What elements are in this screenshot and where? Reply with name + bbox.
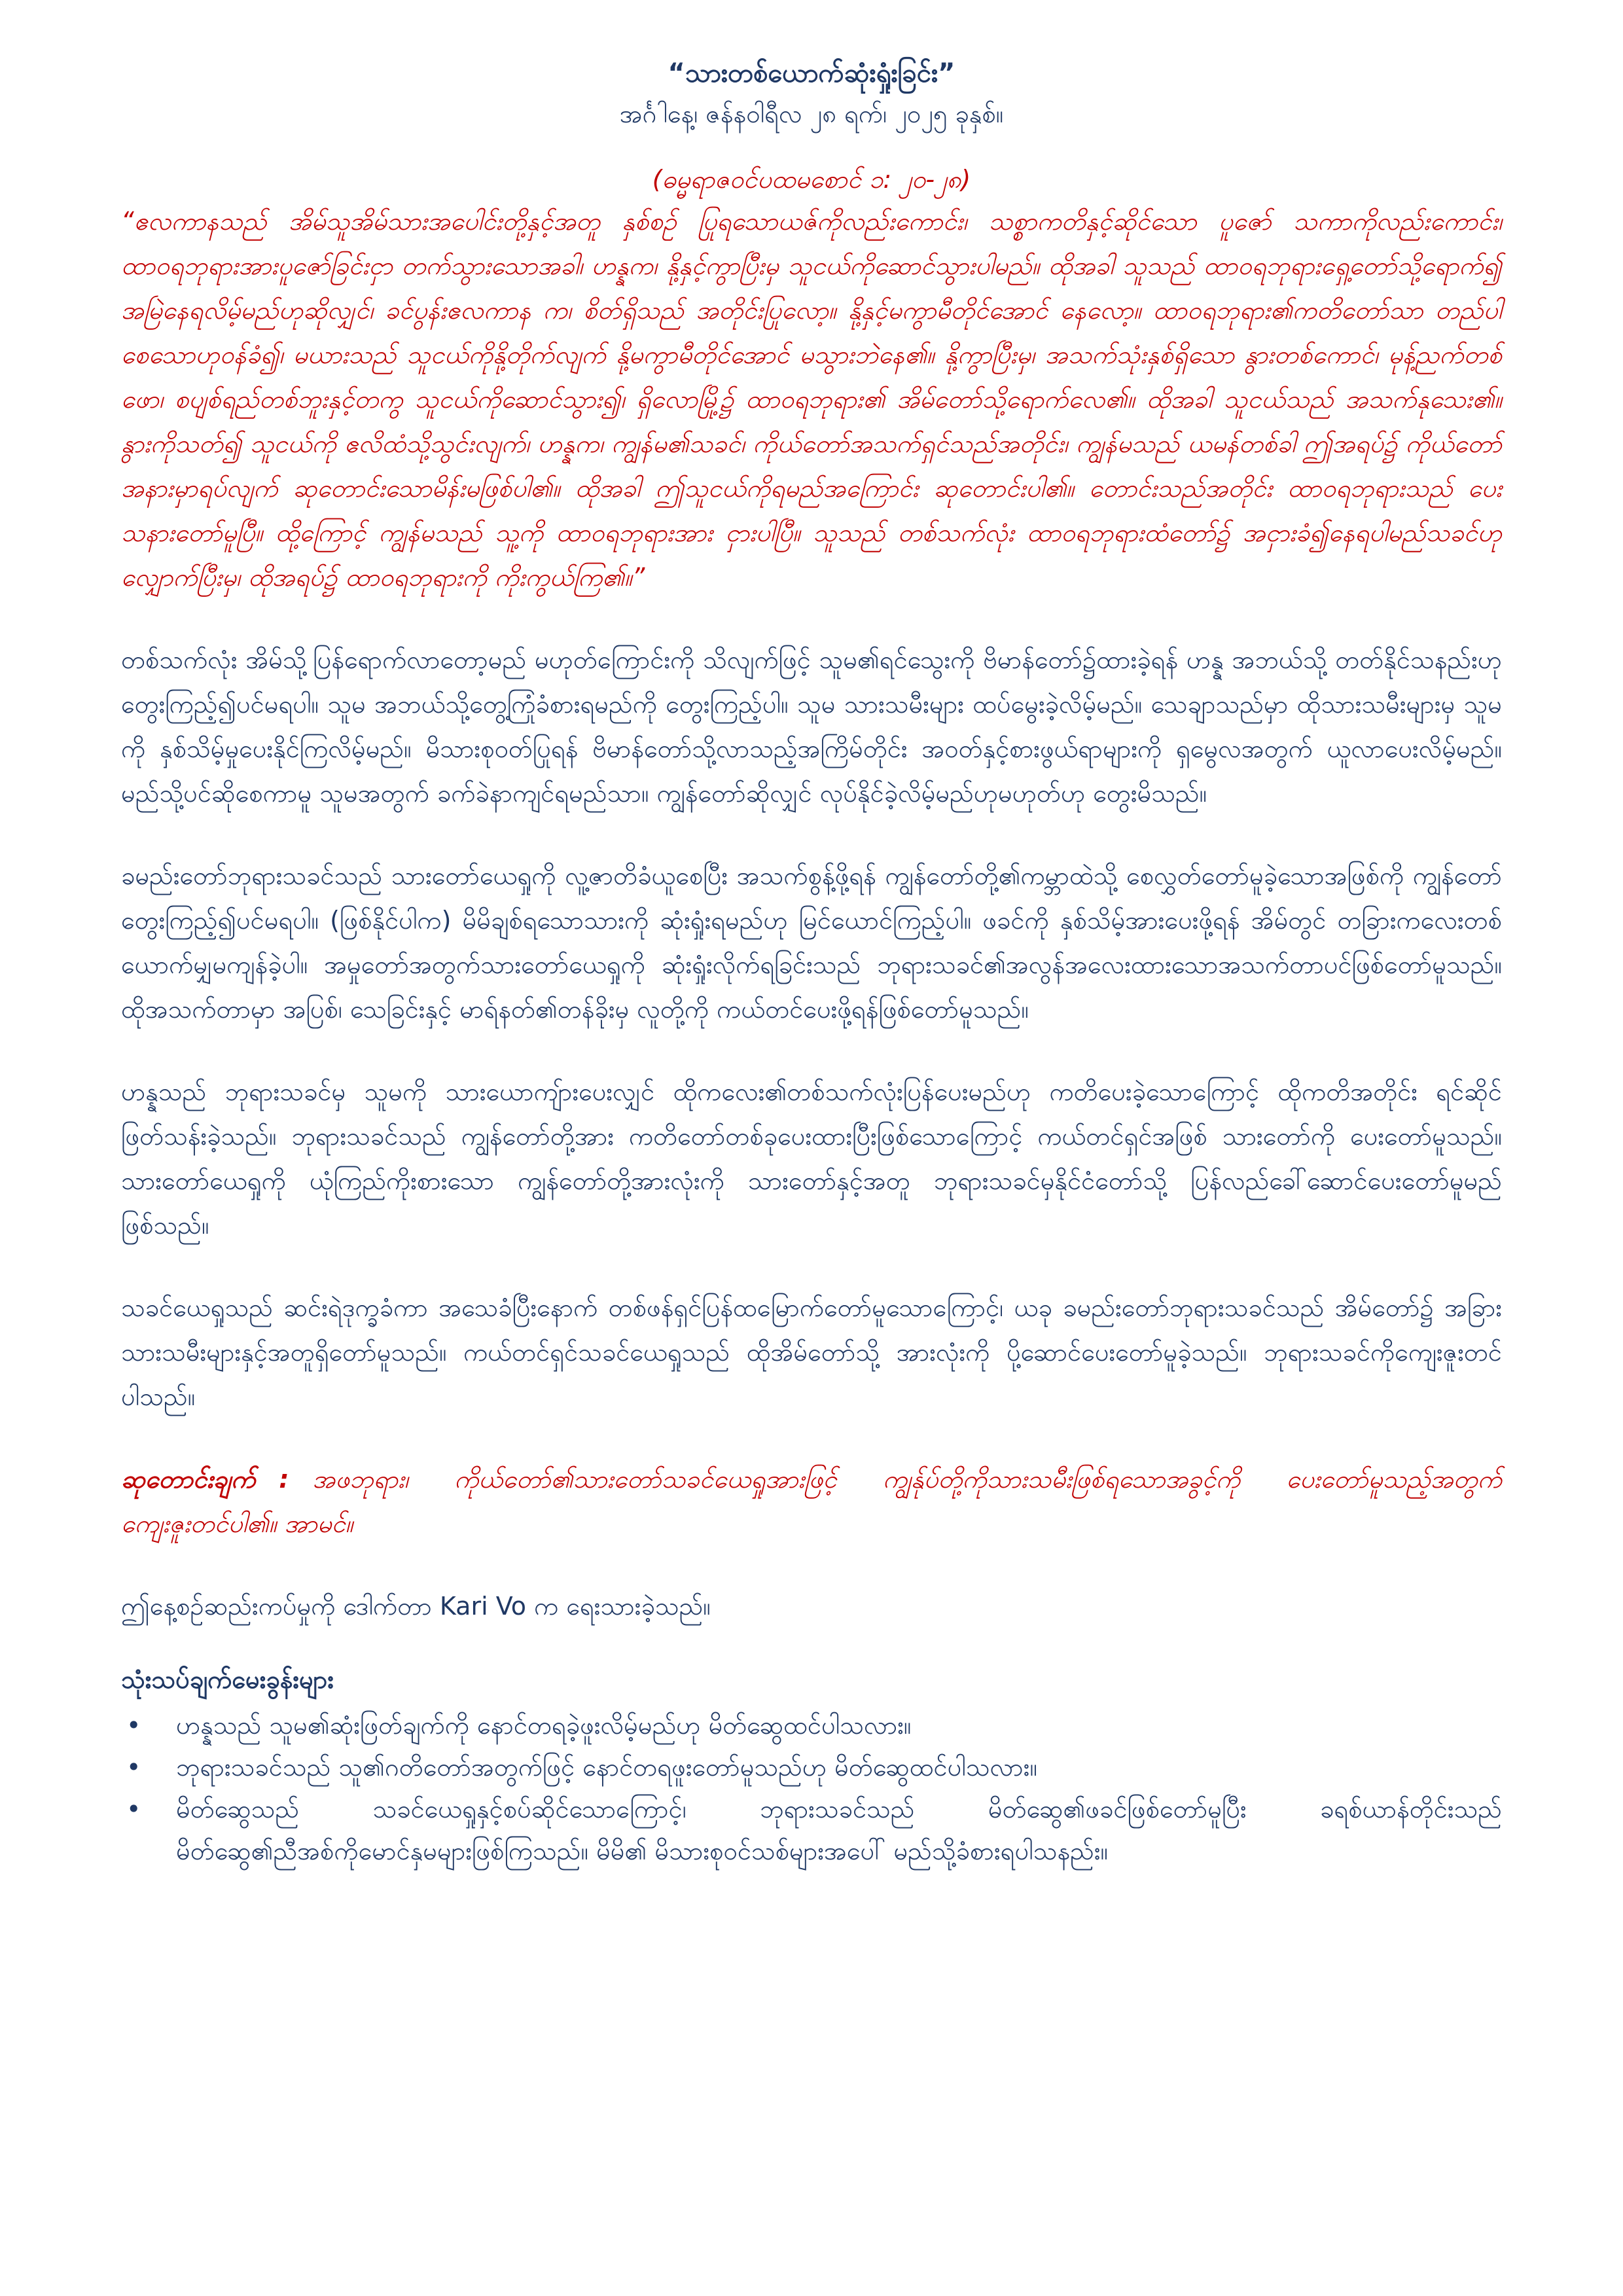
devotional-page	[121, 52, 1502, 1872]
page-title: “သားတစ်ယောက်ဆုံးရှုံးခြင်း”	[668, 58, 955, 88]
bullet-icon: •	[126, 1753, 141, 1782]
question-text: မိတ်ဆွေသည် သခင်ယေရှုနှင့်စပ်ဆိုင်သောကြောင့်၊ ဘုရားသခင်သည် မိတ်ဆွေ၏ဖခင်ဖြစ်တော်မူပြီး ခရစ်ယာန်တိုင်းသည် မိတ်ဆွေ၏ညီအစ်ကိုမောင်နှမများဖြစ်ကြသည်။ မိမိ၏ မိသားစုဝင်သစ်များအပေါ် မည်သို့ခံစားရပါသနည်း။	[176, 1795, 1502, 1865]
scripture-text: “ဧလကာနသည် အိမ်သူအိမ်သားအပေါင်းတို့နှင့်အတူ နှစ်စဉ် ပြုရသောယဇ်ကိုလည်းကောင်း၊ သစ္စာကတိနှင့်ဆိုင်သော ပူဇော် သကာကိုလည်းကောင်း၊ ထာဝရဘုရားအားပူဇော်ခြင်းငှာ တက်သွားသောအခါ၊ ဟန္နက၊ နို့နှင့်ကွာပြီးမှ သူငယ်ကိုဆောင်သွားပါမည်။ ထိုအခါ သူသည် ထာဝရဘုရားရှေ့တော်သို့ရောက်၍ အမြဲနေရလိမ့်မည်ဟုဆိုလျှင်၊ ခင်ပွန်းဧလကာန က၊ စိတ်ရှိသည် အတိုင်းပြုလော့။ နို့နှင့်မကွာမီတိုင်အောင် နေလော့။ ထာဝရဘုရား၏ကတိတော်သာ တည်ပါစေသောဟုဝန်ခံ၍၊ မယားသည် သူငယ်ကိုနို့တိုက်လျက် နို့မကွာမီတိုင်အောင် မသွားဘဲနေ၏။ နို့ကွာပြီးမှ၊ အသက်သုံးနှစ်ရှိသော နွားတစ်ကောင်၊ မုန့်ညက်တစ်ဖော၊ စပျစ်ရည်တစ်ဘူးနှင့်တကွ သူငယ်ကိုဆောင်သွား၍၊ ရှိလောမြို့၌ ထာဝရဘုရား၏ အိမ်တော်သို့ရောက်လေ၏။ ထိုအခါ သူငယ်သည် အသက်နုသေး၏။ နွားကိုသတ်၍ သူငယ်ကို ဧလိထံသို့သွင်းလျက်၊ ဟန္နက၊ ကျွန်မ၏သခင်၊ ကိုယ်တော်အသက်ရှင်သည်အတိုင်း၊ ကျွန်မသည် ယမန်တစ်ခါ ဤအရပ်၌ ကိုယ်တော်အနားမှာရပ်လျက် ဆုတောင်းသောမိန်းမဖြစ်ပါ၏။ ထိုအခါ ဤသူငယ်ကိုရမည်အကြောင်း ဆုတောင်းပါ၏။ တောင်းသည်အတိုင်း ထာဝရဘုရားသည် ပေးသနားတော်မူပြီ။ ထို့ကြောင့် ကျွန်မသည် သူ့ကို ထာဝရဘုရားအား ငှားပါပြီ။ သူသည် တစ်သက်လုံး ထာဝရဘုရားထံတော်၌ အငှားခံ၍နေရပါမည်သခင်ဟု လျှောက်ပြီးမှ၊ ထိုအရပ်၌ ထာဝရဘုရားကို ကိုးကွယ်ကြ၏။”	[121, 207, 1502, 592]
questions-title: သုံးသပ်ချက်မေးခွန်းများ	[121, 1665, 334, 1694]
prayer-label: ဆုတောင်းချက်	[121, 1465, 256, 1494]
question-text: ဘုရားသခင်သည် သူ၏ဂတိတော်အတွက်ဖြင့် နောင်တရဖူးတော်မူသည်ဟု မိတ်ဆွေထင်ပါသလား။	[176, 1753, 1037, 1782]
prayer	[121, 1457, 1502, 1546]
list-item	[121, 1788, 1502, 1872]
body-paragraph-1: တစ်သက်လုံး အိမ်သို့ပြန်ရောက်လာတော့မည် မဟုတ်ကြောင်းကို သိလျက်ဖြင့် သူမ၏ရင်သွေးကို ဗိမာန်တော်၌ထားခဲ့ရန် ဟန္န အဘယ်သို့ တတ်နိုင်သနည်းဟု တွေးကြည့်၍ပင်မရပါ။ သူမ အဘယ်သို့တွေ့ကြုံခံစားရမည်ကို တွေးကြည့်ပါ။ သူမ သားသမီးများ ထပ်မွေးခဲ့လိမ့်မည်။ သေချာသည်မှာ ထိုသားသမီးများမှ သူမကို နှစ်သိမ့်မှုပေးနိုင်ကြလိမ့်မည်။ မိသားစုဝတ်ပြုရန် ဗိမာန်တော်သို့လာသည့်အကြိမ်တိုင်း အဝတ်နှင့်စားဖွယ်ရာများကို ရှမွေလအတွက် ယူလာပေးလိမ့်မည်။ မည်သို့ပင်ဆိုစေကာမူ သူမအတွက် ခက်ခဲနာကျင်ရမည်သာ။ ကျွန်တော်ဆိုလျှင် လုပ်နိုင်ခဲ့လိမ့်မည်ဟုမဟုတ်ဟု တွေးမိသည်။	[121, 645, 1502, 808]
prayer-text: အဖဘုရား၊ ကိုယ်တော်၏သားတော်သခင်ယေရှုအားဖြင့် ကျွန်ုပ်တို့ကိုသားသမီးဖြစ်ရသောအခွင့်ကို ပေးတော်မူသည့်အတွက် ကျေးဇူးတင်ပါ၏။ အာမင်။	[121, 1465, 1502, 1538]
list-item	[121, 1746, 1502, 1788]
questions-list	[121, 1704, 1502, 1872]
list-item	[121, 1704, 1502, 1746]
scripture-reference: (ဓမ္မရာဇဝင်ပထမစောင် ၁: ၂၀-၂၈)	[652, 165, 971, 194]
question-text: ဟန္နသည် သူမ၏ဆုံးဖြတ်ချက်ကို နောင်တရခဲ့ဖူးလိမ့်မည်ဟု မိတ်ဆွေထင်ပါသလား။	[176, 1711, 912, 1740]
body-paragraph-4: သခင်ယေရှုသည် ဆင်းရဲဒုက္ခခံကာ အသေခံပြီးနောက် တစ်ဖန်ရှင်ပြန်ထမြောက်တော်မူသောကြောင့်၊ ယခု ခမည်းတော်ဘုရားသခင်သည် အိမ်တော်၌ အခြားသားသမီးများနှင့်အတူရှိတော်မူသည်။ ကယ်တင်ရှင်သခင်ယေရှုသည် ထိုအိမ်တော်သို့ အားလုံးကို ပို့ဆောင်ပေးတော်မူခဲ့သည်။ ဘုရားသခင်ကိုကျေးဇူးတင်ပါသည်။	[121, 1293, 1502, 1411]
bullet-icon: •	[126, 1711, 141, 1740]
bullet-icon: •	[126, 1795, 141, 1823]
page-date: အင်္ဂါနေ့၊ ဇန်နဝါရီလ ၂၈ ရက်၊ ၂၀၂၅ ခုနှစ်။	[619, 99, 1004, 128]
body-paragraph-3: ဟန္နသည် ဘုရားသခင်မှ သူမကို သားယောကျ်ားပေးလျှင် ထိုကလေး၏တစ်သက်လုံးပြန်ပေးမည်ဟု ကတိပေးခဲ့သောကြောင့် ထိုကတိအတိုင်း ရင်ဆိုင်ဖြတ်သန်းခဲ့သည်။ ဘုရားသခင်သည် ကျွန်တော်တို့အား ကတိတော်တစ်ခုပေးထားပြီးဖြစ်သောကြောင့် ကယ်တင်ရှင်အဖြစ် သားတော်ကို ပေးတော်မူသည်။ သားတော်ယေရှုကို ယုံကြည်ကိုးစားသော ကျွန်တော်တို့အားလုံးကို သားတော်နှင့်အတူ ဘုရားသခင်မှနိုင်ငံတော်သို့ ပြန်လည်ခေါ်ဆောင်ပေးတော်မူမည်ဖြစ်သည်။	[121, 1077, 1502, 1240]
prayer-separator: :	[279, 1465, 289, 1494]
body-paragraph-2: ခမည်းတော်ဘုရားသခင်သည် သားတော်ယေရှုကို လူ့ဇာတိခံယူစေပြီး အသက်စွန့်ဖို့ရန် ကျွန်တော်တို့၏ကမ္ဘာထဲသို့ စေလွှတ်တော်မူခဲ့သောအဖြစ်ကို ကျွန်တော်တွေးကြည့်၍ပင်မရပါ။ (ဖြစ်နိုင်ပါက) မိမိချစ်ရသောသားကို ဆုံးရှုံးရမည်ဟု မြင်ယောင်ကြည့်ပါ။ ဖခင်ကို နှစ်သိမ့်အားပေးဖို့ရန် အိမ်တွင် တခြားကလေးတစ်ယောက်မျှမကျန်ခဲ့ပါ။ အမှုတော်အတွက်သားတော်ယေရှုကို ဆုံးရှုံးလိုက်ရခြင်းသည် ဘုရားသခင်၏အလွန်အလေးထားသောအသက်တာပင်ဖြစ်တော်မူသည်။ ထိုအသက်တာမှာ အပြစ်၊ သေခြင်းနှင့် မာရ်နတ်၏တန်ခိုးမှ လူတို့ကို ကယ်တင်ပေးဖို့ရန်ဖြစ်တော်မူသည်။	[121, 861, 1502, 1024]
author-note: ဤနေ့စဉ်ဆည်းကပ်မှုကို ဒေါက်တာ Kari Vo က ရေးသားခဲ့သည်။	[121, 1592, 711, 1621]
